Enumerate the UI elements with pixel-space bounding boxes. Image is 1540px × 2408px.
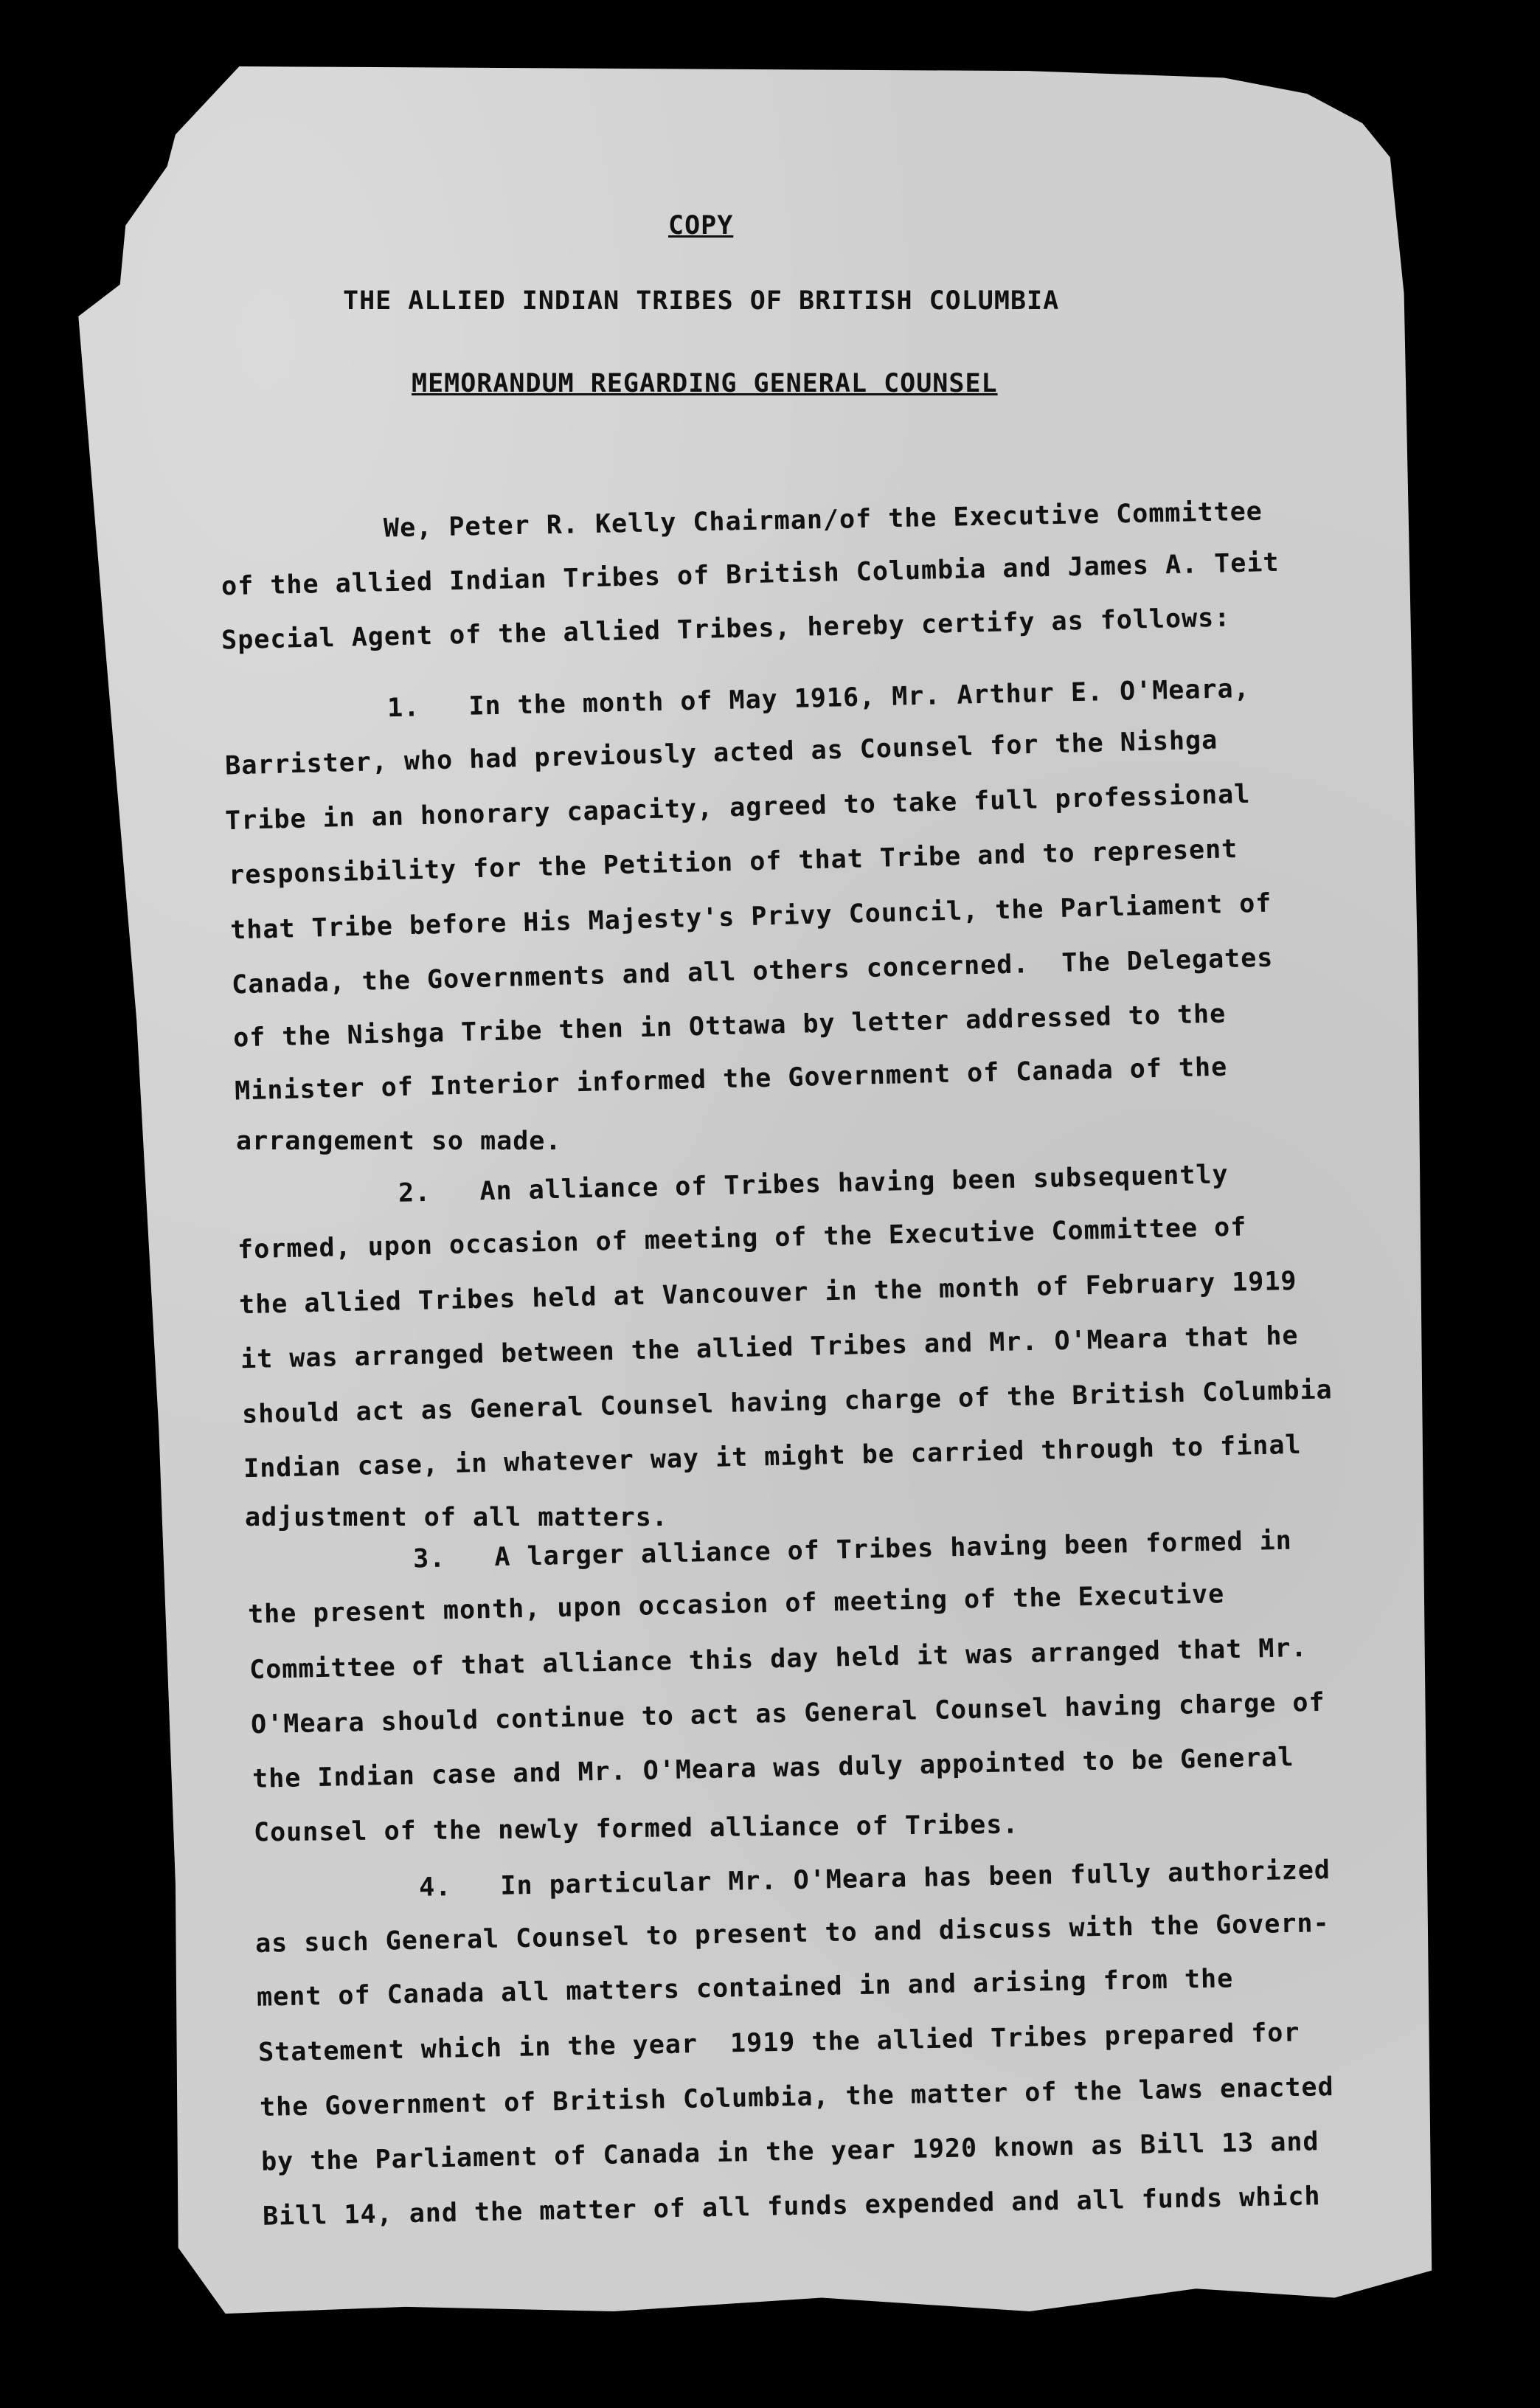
body-line: adjustment of all matters. xyxy=(245,1503,668,1532)
body-line: as such General Counsel to present to and discuss with the Govern- xyxy=(254,1909,1330,1959)
body-line: 3. A larger alliance of Tribes having been formed in xyxy=(412,1526,1293,1574)
heading-copy: COPY xyxy=(668,211,734,241)
body-line: the present month, upon occasion of meeting of the Executive xyxy=(247,1580,1225,1630)
body-line: Canada, the Governments and all others concerned. The Delegates xyxy=(231,943,1274,1000)
body-line: the Indian case and Mr. O'Meara was duly appointed to be General xyxy=(252,1743,1294,1794)
body-line: Committee of that alliance this day held it was arranged that Mr. xyxy=(249,1633,1308,1686)
body-line: Barrister, who had previously acted as Counsel for the Nishga xyxy=(224,725,1218,781)
body-line: should act as General Counsel having charge of the British Columbia xyxy=(241,1375,1333,1430)
body-line: ment of Canada all matters contained in and arising from the xyxy=(256,1964,1234,2013)
body-line: Minister of Interior informed the Government of Canada of the xyxy=(234,1052,1228,1107)
body-line: it was arranged between the allied Tribes and Mr. O'Meara that he xyxy=(240,1321,1299,1375)
body-line: that Tribe before His Majesty's Privy Council, the Parliament of xyxy=(229,888,1272,946)
body-line: Bill 14, and the matter of all funds expended and all funds which xyxy=(262,2182,1321,2232)
body-line: the Government of British Columbia, the matter of the laws enacted xyxy=(259,2072,1334,2122)
body-line: formed, upon occasion of meeting of the Executive Committee of xyxy=(237,1212,1247,1265)
body-line: by the Parliament of Canada in the year 1920 known as Bill 13 and xyxy=(260,2127,1319,2177)
body-line: We, Peter R. Kelly Chairman/of the Executive Committee xyxy=(383,497,1263,544)
body-line: 2. An alliance of Tribes having been subsequently xyxy=(398,1160,1229,1208)
body-line: 4. In particular Mr. O'Meara has been fully authorized xyxy=(418,1855,1331,1903)
body-line: 1. In the month of May 1916, Mr. Arthur E. O'Meara, xyxy=(386,674,1251,724)
body-line: of the Nishga Tribe then in Ottawa by letter addressed to the xyxy=(232,999,1227,1054)
body-line: Tribe in an honorary capacity, agreed to take full professional xyxy=(224,779,1251,837)
memorandum-title: MEMORANDUM REGARDING GENERAL COUNSEL xyxy=(412,369,998,398)
body-line: Counsel of the newly formed alliance of Tribes. xyxy=(253,1810,1019,1848)
body-line: Special Agent of the allied Tribes, hereby certify as follows: xyxy=(221,603,1231,656)
body-line: responsibility for the Petition of that Tribe and to represent xyxy=(228,834,1238,890)
body-line: Indian case, in whatever way it might be carried through to final xyxy=(243,1430,1302,1484)
body-line: of the allied Indian Tribes of British Columbia and James A. Teit xyxy=(221,547,1280,602)
body-line: arrangement so made. xyxy=(236,1127,562,1156)
body-line: Statement which in the year 1919 the allied Tribes prepared for xyxy=(257,2018,1300,2068)
body-line: O'Meara should continue to act as General Counsel having charge of xyxy=(250,1687,1325,1740)
body-line: the allied Tribes held at Vancouver in the month of February 1919 xyxy=(238,1266,1297,1321)
organization-title: THE ALLIED INDIAN TRIBES OF BRITISH COLUMBIA xyxy=(343,286,1060,316)
